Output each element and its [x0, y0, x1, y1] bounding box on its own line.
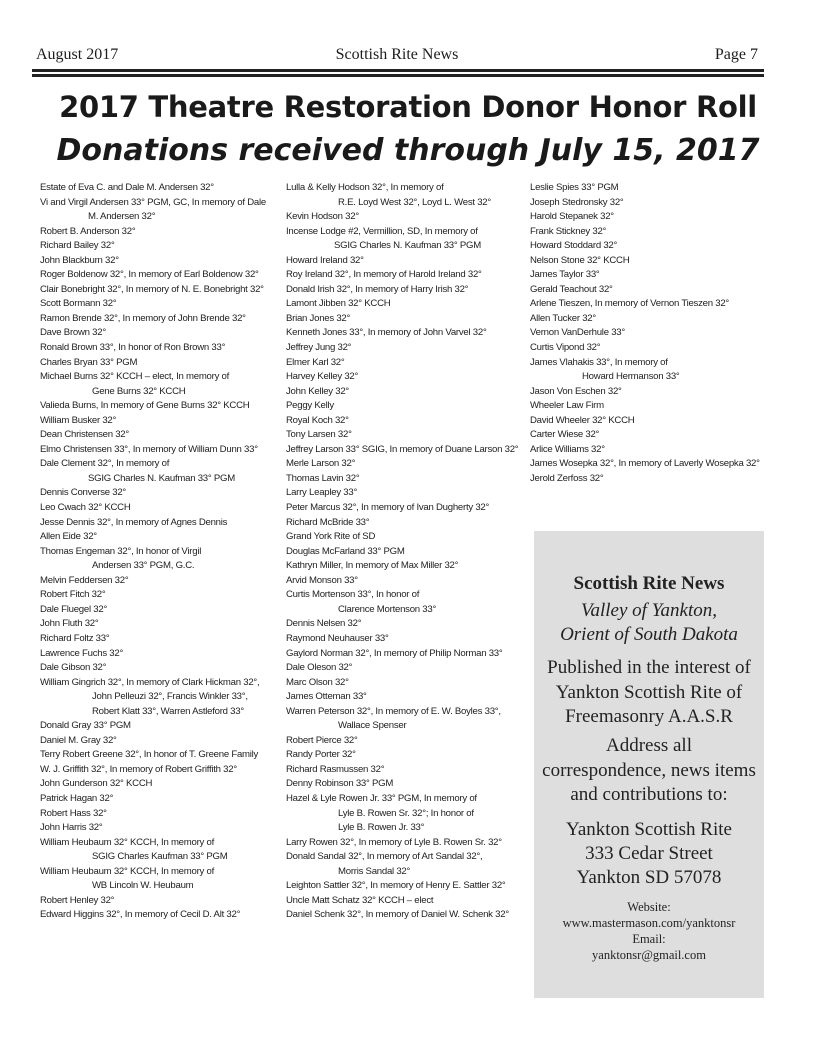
- donor-entry: Robert Hass 32°: [40, 807, 107, 819]
- donor-entry: Lyle B. Rowen Sr. 32°; In honor of: [338, 807, 474, 819]
- info-box-street: 333 Cedar Street: [585, 843, 713, 864]
- donor-entry: William Heubaum 32° KCCH, In memory of: [40, 836, 215, 848]
- donor-entry: Gene Burns 32° KCCH: [92, 385, 186, 397]
- donor-entry: Howard Ireland 32°: [286, 254, 364, 266]
- donor-entry: Richard McBride 33°: [286, 516, 370, 528]
- donor-entry: Allen Tucker 32°: [530, 312, 596, 324]
- donor-entry: Tony Larsen 32°: [286, 429, 352, 441]
- donor-entry: Robert Klatt 33°, Warren Astleford 33°: [92, 705, 244, 717]
- donor-entry: Larry Leapley 33°: [286, 487, 358, 499]
- donor-entry: Ramon Brende 32°, In memory of John Brende 32°: [40, 312, 246, 324]
- donor-entry: Robert B. Anderson 32°: [40, 225, 136, 237]
- donor-entry: Warren Peterson 32°, In memory of E. W. Boyles 33°,: [286, 705, 501, 717]
- donor-entry: Marc Olson 32°: [286, 676, 349, 688]
- donor-entry: Robert Fitch 32°: [40, 589, 106, 601]
- info-box-website-link[interactable]: www.mastermason.com/yanktonsr: [562, 916, 736, 930]
- donor-entry: James Taylor 33°: [530, 269, 600, 281]
- donor-entry: Incense Lodge #2, Vermillion, SD, In memory of: [286, 225, 478, 237]
- donor-entry: SGIG Charles N. Kaufman 33° PGM: [334, 240, 481, 252]
- donor-entry: John Kelley 32°: [286, 385, 350, 397]
- donor-entry: Denny Robinson 33° PGM: [286, 778, 394, 790]
- donor-entry: Harold Stepanek 32°: [530, 211, 614, 223]
- info-box-website-label: Website:: [627, 900, 671, 914]
- donor-entry: Richard Foltz 33°: [40, 632, 110, 644]
- donor-entry: Peggy Kelly: [286, 400, 334, 412]
- donor-entry: Lyle B. Rowen Jr. 33°: [338, 822, 425, 834]
- donor-entry: Kathryn Miller, In memory of Max Miller 32°: [286, 560, 459, 572]
- page-number: Page 7: [714, 46, 758, 63]
- donor-entry: SGIG Charles N. Kaufman 33° PGM: [88, 472, 235, 484]
- donor-entry: Arvid Monson 33°: [286, 574, 358, 586]
- donor-entry: SGIG Charles Kaufman 33° PGM: [92, 851, 228, 863]
- donor-entry: Terry Robert Greene 32°, In honor of T. Greene Family: [40, 749, 259, 761]
- donor-entry: Vi and Virgil Andersen 33° PGM, GC, In memory of Dale: [40, 196, 266, 208]
- info-box-orient: Orient of South Dakota: [560, 624, 738, 645]
- donor-entry: Lawrence Fuchs 32°: [40, 647, 124, 659]
- donor-entry: James Wosepka 32°, In memory of Laverly Wosepka 32°: [530, 458, 760, 470]
- donor-entry: Kenneth Jones 33°, In memory of John Varvel 32°: [286, 327, 487, 339]
- donor-entry: W. J. Griffith 32°, In memory of Robert Griffith 32°: [40, 763, 237, 775]
- donor-entry: Arlice Williams 32°: [530, 443, 605, 455]
- donor-entry: Daniel Schenk 32°, In memory of Daniel W. Schenk 32°: [286, 909, 509, 921]
- donor-entry: Wheeler Law Firm: [530, 400, 604, 412]
- donor-entry: Leighton Sattler 32°, In memory of Henry E. Sattler 32°: [286, 880, 506, 892]
- donor-entry: Donald Irish 32°, In memory of Harry Irish 32°: [286, 283, 469, 295]
- donor-entry: Ronald Brown 33°, In honor of Ron Brown 33°: [40, 342, 226, 354]
- donor-column-3: [530, 181, 760, 486]
- info-box-email-link[interactable]: yanktonsr@gmail.com: [592, 948, 706, 962]
- donor-entry: Melvin Feddersen 32°: [40, 574, 129, 586]
- donor-entry: Thomas Lavin 32°: [286, 472, 360, 484]
- donor-entry: Richard Rasmussen 32°: [286, 763, 385, 775]
- donor-entry: Dale Gibson 32°: [40, 662, 107, 674]
- donor-entry: Larry Rowen 32°, In memory of Lyle B. Rowen Sr. 32°: [286, 836, 502, 848]
- donor-entry: Dean Christensen 32°: [40, 429, 129, 441]
- donor-entry: William Busker 32°: [40, 414, 117, 426]
- donor-entry: Roger Boldenow 32°, In memory of Earl Boldenow 32°: [40, 269, 259, 281]
- donor-entry: Douglas McFarland 33° PGM: [286, 545, 405, 557]
- donor-entry: Richard Bailey 32°: [40, 240, 115, 252]
- donor-entry: John Gunderson 32° KCCH: [40, 778, 153, 790]
- donor-entry: Gaylord Norman 32°, In memory of Philip Norman 33°: [286, 647, 503, 659]
- donor-entry: Clair Bonebright 32°, In memory of N. E. Bonebright 32°: [40, 283, 264, 295]
- article-subtitle: Donations received through July 15, 2017: [56, 133, 760, 168]
- donor-entry: Clarence Mortenson 33°: [338, 603, 437, 615]
- donor-entry: Vernon VanDerhule 33°: [530, 327, 625, 339]
- donor-entry: Dave Brown 32°: [40, 327, 106, 339]
- donor-entry: Allen Eide 32°: [40, 531, 97, 543]
- donor-entry: Robert Pierce 32°: [286, 734, 358, 746]
- donor-entry: Estate of Eva C. and Dale M. Andersen 32°: [40, 182, 214, 193]
- donor-entry: Wallace Spenser: [338, 720, 407, 732]
- page-header: [36, 44, 758, 66]
- info-box-purpose: Published in the interest of Yankton Scottish Rite of Freemasonry A.A.S.R: [547, 657, 751, 727]
- donor-entry: Donald Gray 33° PGM: [40, 720, 131, 732]
- donor-entry: Arlene Tieszen, In memory of Vernon Tieszen 32°: [530, 298, 729, 310]
- donor-entry: John Fluth 32°: [40, 618, 99, 630]
- donor-entry: Daniel M. Gray 32°: [40, 734, 117, 746]
- donor-entry: Jeffrey Larson 33° SGIG, In memory of Duane Larson 32°: [286, 443, 519, 455]
- article-title: 2017 Theatre Restoration Donor Honor Roll: [59, 90, 757, 124]
- donor-entry: Dale Clement 32°, In memory of: [40, 458, 170, 470]
- donor-entry: Hazel & Lyle Rowen Jr. 33° PGM, In memory of: [286, 792, 477, 804]
- donor-entry: Curtis Vipond 32°: [530, 342, 601, 354]
- donor-entry: Merle Larson 32°: [286, 458, 356, 470]
- donor-entry: Jeffrey Jung 32°: [286, 342, 352, 354]
- donor-entry: Elmer Karl 32°: [286, 356, 345, 368]
- donor-entry: WB Lincoln W. Heubaum: [92, 880, 194, 892]
- donor-entry: Michael Burns 32° KCCH – elect, In memory of: [40, 371, 230, 383]
- donor-entry: Howard Stoddard 32°: [530, 240, 618, 252]
- header-divider-bottom: [32, 74, 764, 77]
- donor-entry: Randy Porter 32°: [286, 749, 356, 761]
- donor-entry: R.E. Loyd West 32°, Loyd L. West 32°: [338, 196, 491, 208]
- info-box-city: Yankton SD 57078: [576, 867, 722, 888]
- donor-entry: Carter Wiese 32°: [530, 429, 600, 441]
- donor-entry: Dale Oleson 32°: [286, 662, 353, 674]
- donor-entry: Curtis Mortenson 33°, In honor of: [286, 589, 420, 601]
- donor-entry: Gerald Teachout 32°: [530, 283, 613, 295]
- donor-entry: John Pelleuzi 32°, Francis Winkler 33°,: [92, 691, 248, 703]
- donor-entry: Scott Bormann 32°: [40, 298, 117, 310]
- donor-entry: John Blackburn 32°: [40, 254, 119, 266]
- donor-entry: Donald Sandal 32°, In memory of Art Sandal 32°,: [286, 851, 483, 863]
- donor-entry: Grand York Rite of SD: [286, 531, 376, 543]
- donor-entry: M. Andersen 32°: [88, 211, 156, 223]
- donor-entry: William Gingrich 32°, In memory of Clark Hickman 32°,: [40, 676, 260, 688]
- donor-entry: David Wheeler 32° KCCH: [530, 414, 635, 426]
- donor-entry: William Heubaum 32° KCCH, In memory of: [40, 865, 215, 877]
- donor-entry: Jesse Dennis 32°, In memory of Agnes Dennis: [40, 516, 228, 528]
- donor-entry: Patrick Hagan 32°: [40, 792, 114, 804]
- donor-entry: Dennis Converse 32°: [40, 487, 127, 499]
- donor-entry: Morris Sandal 32°: [338, 865, 411, 877]
- donor-entry: Uncle Matt Schatz 32° KCCH – elect: [286, 894, 434, 906]
- donor-entry: Robert Henley 32°: [40, 894, 115, 906]
- donor-entry: James Otteman 33°: [286, 691, 367, 703]
- donor-entry: Nelson Stone 32° KCCH: [530, 254, 630, 266]
- donor-entry: Royal Koch 32°: [286, 414, 349, 426]
- issue-date: August 2017: [36, 46, 119, 63]
- publication-info-box: [534, 531, 764, 998]
- donor-entry: Andersen 33° PGM, G.C.: [92, 560, 195, 572]
- info-box-title: Scottish Rite News: [573, 573, 725, 594]
- donor-entry: Leo Cwach 32° KCCH: [40, 502, 131, 514]
- donor-entry: Charles Bryan 33° PGM: [40, 356, 138, 368]
- donor-entry: Jason Von Eschen 32°: [530, 385, 622, 397]
- donor-entry: Raymond Neuhauser 33°: [286, 632, 389, 644]
- donor-entry: Kevin Hodson 32°: [286, 211, 359, 223]
- donor-entry: Leslie Spies 33° PGM: [530, 182, 619, 193]
- donor-entry: Valieda Burns, In memory of Gene Burns 32° KCCH: [40, 400, 250, 412]
- donor-entry: Peter Marcus 32°, In memory of Ivan Dugherty 32°: [286, 502, 490, 514]
- donor-entry: Jerold Zerfoss 32°: [530, 472, 604, 484]
- donor-entry: Joseph Stedronsky 32°: [530, 196, 624, 208]
- donor-entry: Thomas Engeman 32°, In honor of Virgil: [40, 545, 202, 557]
- donor-entry: Brian Jones 32°: [286, 312, 351, 324]
- donor-entry: Howard Hermanson 33°: [582, 371, 680, 383]
- donor-column-2: [286, 181, 526, 923]
- header-divider-top: [32, 69, 764, 72]
- donor-entry: Frank Stickney 32°: [530, 225, 607, 237]
- donor-entry: Harvey Kelley 32°: [286, 371, 359, 383]
- donor-entry: Lamont Jibben 32° KCCH: [286, 298, 391, 310]
- donor-entry: Roy Ireland 32°, In memory of Harold Ireland 32°: [286, 269, 482, 281]
- donor-entry: Elmo Christensen 33°, In memory of William Dunn 33°: [40, 443, 258, 455]
- info-box-address-note: Address all correspondence, news items and contributions to:: [542, 735, 756, 805]
- publication-name: Scottish Rite News: [335, 46, 459, 63]
- donor-entry: Dennis Nelsen 32°: [286, 618, 362, 630]
- donor-entry: Lulla & Kelly Hodson 32°, In memory of: [286, 182, 444, 193]
- donor-entry: Edward Higgins 32°, In memory of Cecil D. Alt 32°: [40, 909, 241, 921]
- donor-entry: James Vlahakis 33°, In memory of: [530, 356, 668, 368]
- info-box-valley: Valley of Yankton,: [581, 600, 717, 621]
- donor-column-1: [40, 181, 280, 923]
- info-box-organization: Yankton Scottish Rite: [566, 819, 732, 840]
- info-box-email-label: Email:: [632, 932, 666, 946]
- donor-entry: John Harris 32°: [40, 822, 103, 834]
- donor-entry: Dale Fluegel 32°: [40, 603, 108, 615]
